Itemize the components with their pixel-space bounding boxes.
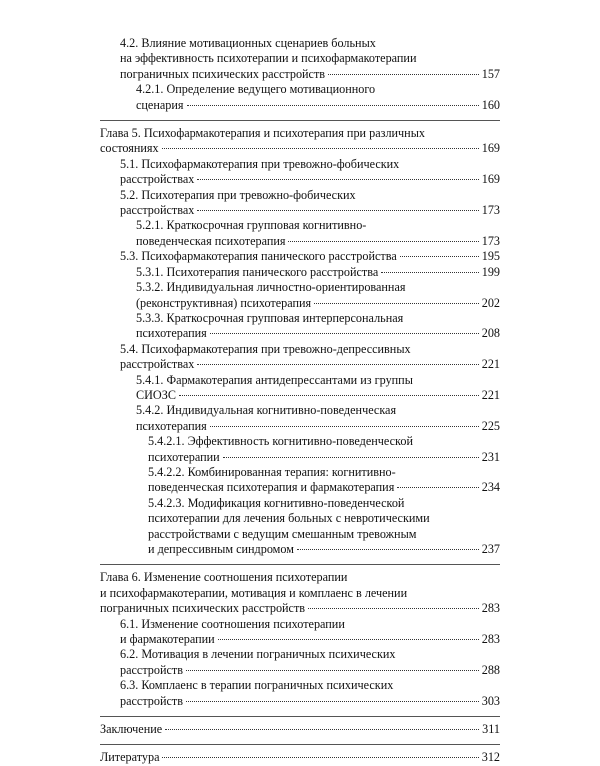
toc-entry-line: 5.3. Психофармакотерапия панического расстройства (120, 249, 397, 264)
toc-entry-line: 5.3.1. Психотерапия панического расстройства (136, 264, 379, 279)
toc-entry-last-line (148, 450, 500, 465)
toc-entry-line: 5.4.2. Индивидуальная когнитивно-поведенческая (136, 403, 397, 418)
toc-entry-last-line (136, 234, 500, 249)
toc-entry-line: расстройствами с ведущим смешанным тревожным (148, 526, 417, 541)
toc-entry[interactable] (136, 403, 500, 434)
toc-entry-last-line (148, 542, 500, 557)
dot-leader (162, 148, 479, 149)
toc-entry-line: 5.3.3. Краткосрочная групповая интерперсональная (136, 310, 404, 325)
toc-entry-line: 5.2. Психотерапия при тревожно-фобических (120, 187, 356, 202)
toc-entry-line: поведенческая психотерапия (136, 233, 286, 248)
dot-leader (197, 179, 478, 180)
toc-entry-line: расстройствах (120, 357, 195, 372)
dot-leader (197, 210, 478, 211)
toc-entry-line: пограничных психических расстройств (120, 66, 326, 81)
dot-leader (210, 333, 479, 334)
toc-entry-last-line (136, 419, 500, 434)
section-gap (100, 737, 500, 741)
toc-entry[interactable] (136, 218, 500, 249)
toc-entry[interactable] (100, 126, 500, 157)
toc-entry[interactable] (120, 249, 500, 264)
dot-leader (165, 729, 479, 730)
dot-leader (186, 670, 479, 671)
dot-leader (197, 364, 478, 365)
toc-entry-last-line (136, 265, 500, 280)
section-divider (100, 120, 500, 121)
toc-entry-line: 6.3. Комплаенс в терапии пограничных психических (120, 678, 394, 693)
dot-leader (308, 608, 479, 609)
toc-entry[interactable] (136, 280, 500, 311)
toc-entry-last-line (120, 67, 500, 82)
toc-entry[interactable] (120, 36, 500, 82)
toc-entry[interactable] (120, 617, 500, 648)
toc-entry-line: расстройств (120, 693, 183, 708)
toc-entry-line: 5.1. Психофармакотерапия при тревожно-фобических (120, 156, 400, 171)
toc-entry[interactable] (136, 265, 500, 280)
toc-entry-line: 5.2.1. Краткосрочная групповая когнитивно- (136, 218, 367, 233)
toc-entry-last-line (120, 663, 500, 678)
toc-entry-line: психотерапия (136, 418, 207, 433)
table-of-contents (100, 36, 500, 766)
toc-page-number: 234 (481, 480, 500, 495)
toc-entry-last-line (136, 296, 500, 311)
toc-entry-last-line (120, 694, 500, 709)
dot-leader (297, 549, 479, 550)
toc-page-number: 311 (482, 722, 500, 737)
toc-entry-line: (реконструктивная) психотерапия (136, 295, 312, 310)
toc-page-number: 199 (481, 264, 500, 279)
toc-entry[interactable] (120, 157, 500, 188)
toc-entry-last-line (136, 388, 500, 403)
toc-entry[interactable] (136, 373, 500, 404)
toc-entry-line: Заключение (100, 722, 163, 737)
toc-entry-last-line (120, 203, 500, 218)
section-divider (100, 564, 500, 565)
section-gap (100, 709, 500, 713)
toc-entry-line: на эффективность психотерапии и психофармакотерапии (120, 51, 417, 66)
toc-entry[interactable] (120, 342, 500, 373)
dot-leader (288, 241, 478, 242)
toc-entry-line: расстройствах (120, 172, 195, 187)
dot-leader (400, 256, 479, 257)
toc-entry-line: Глава 6. Изменение соотношения психотерапии (100, 570, 348, 585)
toc-entry-line: психотерапии (148, 449, 220, 464)
toc-entry[interactable] (136, 82, 500, 113)
toc-entry[interactable] (120, 188, 500, 219)
toc-entry[interactable] (136, 311, 500, 342)
section-gap (100, 113, 500, 117)
toc-entry-line: 6.1. Изменение соотношения психотерапии (120, 616, 345, 631)
toc-entry-line: и психофармакотерапии, мотивация и комплаенс в лечении (100, 585, 408, 600)
toc-entry-last-line (100, 601, 500, 616)
toc-entry-line: психотерапия (136, 326, 207, 341)
dot-leader (223, 457, 479, 458)
toc-entry-last-line (100, 141, 500, 156)
toc-entry-last-line (100, 750, 500, 765)
toc-entry-line: расстройств (120, 662, 183, 677)
toc-page-number: 202 (481, 295, 500, 310)
toc-entry[interactable] (148, 434, 500, 465)
toc-entry[interactable] (100, 750, 500, 765)
section-gap (100, 557, 500, 561)
dot-leader (186, 701, 479, 702)
toc-entry-line: 5.4.2.1. Эффективность когнитивно-поведенческой (148, 434, 413, 449)
dot-leader (397, 487, 478, 488)
toc-entry-line: СИОЗС (136, 387, 176, 402)
toc-page-number: 157 (481, 66, 500, 81)
toc-entry[interactable] (120, 678, 500, 709)
toc-entry-line: пограничных психических расстройств (100, 601, 306, 616)
toc-page-number: 237 (481, 542, 500, 556)
toc-entry-line: 5.4.2.3. Модификация когнитивно-поведенческой (148, 495, 405, 510)
toc-entry-last-line (148, 480, 500, 495)
toc-entry-line: состояниях (100, 141, 159, 156)
toc-entry-line: расстройствах (120, 203, 195, 218)
toc-entry[interactable] (120, 647, 500, 678)
toc-entry[interactable] (148, 496, 500, 558)
toc-entry-last-line (120, 172, 500, 187)
section-divider (100, 744, 500, 745)
dot-leader (179, 395, 479, 396)
toc-entry-line: 5.3.2. Индивидуальная личностно-ориентированная (136, 280, 406, 295)
toc-page-number: 169 (481, 141, 500, 156)
toc-page-number: 208 (481, 326, 500, 341)
toc-entry-last-line (100, 722, 500, 737)
toc-page-number: 160 (481, 97, 500, 112)
toc-page-number: 303 (481, 693, 500, 708)
toc-entry-line: сценария (136, 97, 184, 112)
toc-entry-line: 6.2. Мотивация в лечении пограничных психических (120, 647, 396, 662)
toc-entry-line: 5.4.2.2. Комбинированная терапия: когнитивно- (148, 464, 396, 479)
toc-page-number: 173 (481, 233, 500, 248)
toc-page-number: 221 (481, 357, 500, 372)
toc-page-number: 288 (481, 662, 500, 677)
dot-leader (218, 639, 479, 640)
toc-entry-last-line (120, 249, 500, 264)
toc-entry-last-line (136, 326, 500, 341)
toc-entry-line: и депрессивным синдромом (148, 542, 294, 556)
toc-page-number: 231 (481, 449, 500, 464)
toc-page-number: 195 (481, 249, 500, 264)
toc-page-number: 173 (481, 203, 500, 218)
toc-entry-line: поведенческая психотерапия и фармакотерапия (148, 480, 395, 495)
toc-entry-line: 5.4. Психофармакотерапия при тревожно-депрессивных (120, 341, 411, 356)
dot-leader (328, 74, 479, 75)
toc-entry-line: 4.2.1. Определение ведущего мотивационного (136, 82, 376, 97)
dot-leader (162, 757, 478, 758)
toc-page-number: 169 (481, 172, 500, 187)
section-divider (100, 716, 500, 717)
dot-leader (187, 105, 479, 106)
toc-entry-last-line (120, 357, 500, 372)
toc-entry-line: и фармакотерапии (120, 632, 215, 647)
toc-entry[interactable] (100, 570, 500, 616)
toc-page-number: 283 (481, 632, 500, 647)
toc-entry-line: 5.4.1. Фармакотерапия антидепрессантами из группы (136, 372, 413, 387)
toc-entry-line: Глава 5. Психофармакотерапия и психотерапия при различных (100, 126, 425, 141)
toc-page-number: 221 (481, 387, 500, 402)
toc-entry[interactable] (148, 465, 500, 496)
dot-leader (210, 426, 479, 427)
toc-page-number: 312 (481, 750, 500, 765)
toc-page-number: 283 (481, 601, 500, 616)
toc-entry-last-line (120, 632, 500, 647)
dot-leader (314, 303, 479, 304)
toc-entry-last-line (136, 98, 500, 113)
dot-leader (381, 272, 478, 273)
toc-entry-line: 4.2. Влияние мотивационных сценариев больных (120, 36, 376, 50)
toc-page-number: 225 (481, 418, 500, 433)
toc-entry-line: Литература (100, 750, 160, 765)
toc-entry-line: психотерапии для лечения больных с невротическими (148, 511, 430, 526)
toc-entry[interactable] (100, 722, 500, 737)
